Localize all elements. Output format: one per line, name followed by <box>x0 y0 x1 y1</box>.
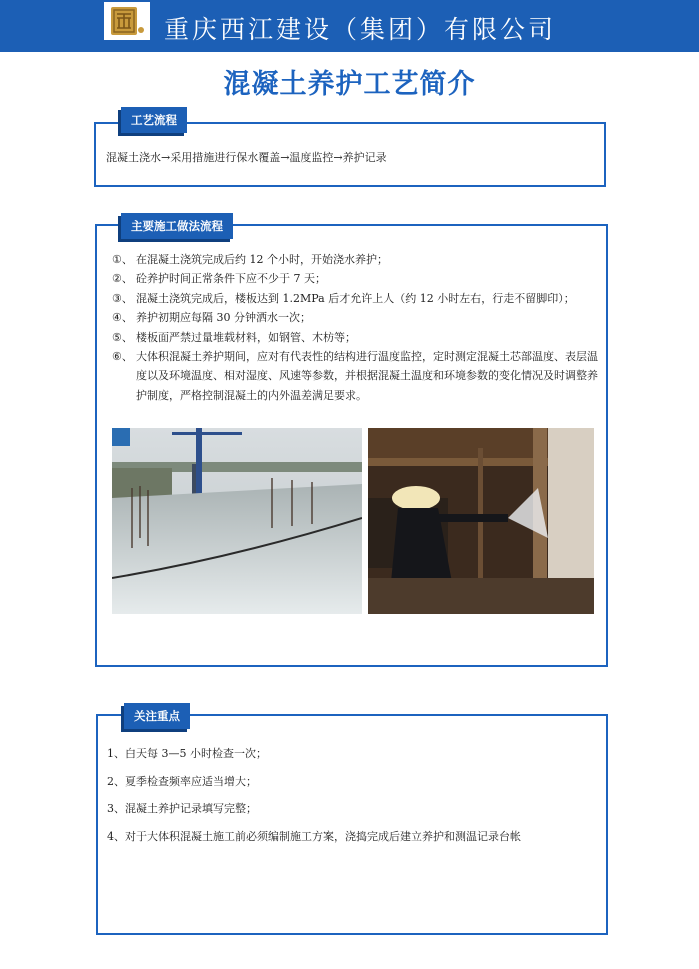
list-item <box>112 250 600 269</box>
list-item <box>112 328 600 347</box>
slab-curing-photo <box>112 428 362 614</box>
page-title: 混凝土养护工艺简介 <box>223 69 476 100</box>
header-bar <box>0 0 699 52</box>
list-item-text: 楼板面严禁过量堆载材料，如钢管、木枋等； <box>136 330 356 344</box>
process-flow-tag: 工艺流程 <box>121 107 187 133</box>
list-item-number: ⑤、 <box>112 330 133 344</box>
list-item: 3、混凝土养护记录填写完整； <box>107 802 257 815</box>
list-item-number: ④、 <box>112 311 133 325</box>
list-item <box>112 308 600 327</box>
key-points-list <box>107 745 597 855</box>
list-item-number: ②、 <box>112 272 133 286</box>
list-item <box>112 289 600 308</box>
worker-spraying-photo <box>368 428 594 614</box>
list-item-text: 大体积混凝土养护期间，应对有代表性的结构进行温度监控，定时测定混凝土芯部温度、表层温度以及环境温度、相对湿度、风速等参数，并根据混凝土温度和环境参数的变化情况及时调整养护制度，严格控制混凝土的内外温差满足要求。 <box>136 350 598 402</box>
company-name: 重庆西江建设（集团）有限公司 <box>164 15 557 44</box>
list-item-text: 在混凝土浇筑完成后约 12 个小时，开始浇水养护； <box>136 253 388 266</box>
list-item-text: 混凝土浇筑完成后，楼板达到 1.2MPa 后才允许上人（约 12 小时左右，行走不留脚印）； <box>136 291 575 305</box>
list-item-number: ③、 <box>112 291 133 305</box>
list-item <box>112 269 600 288</box>
list-item <box>112 347 600 405</box>
list-item: 2、夏季检查频率应适当增大； <box>107 774 257 788</box>
list-item-text: 养护初期应每隔 30 分钟洒水一次； <box>136 311 311 325</box>
process-flow-text: 混凝土浇水→采用措施进行保水覆盖→温度监控→养护记录 <box>106 151 387 164</box>
main-procedure-tag: 主要施工做法流程 <box>121 213 233 239</box>
list-item: 1、白天每 3—5 小时检查一次； <box>107 747 267 760</box>
list-item: 4、对于大体积混凝土施工前必须编制施工方案，浇捣完成后建立养护和测温记录台帐 <box>107 829 521 843</box>
key-points-tag: 关注重点 <box>124 703 190 729</box>
company-logo <box>104 2 150 40</box>
procedure-list <box>112 250 600 405</box>
list-item-number: ⑥、 <box>112 350 133 364</box>
list-item-text: 砼养护时间正常条件下应不少于 7 天； <box>136 272 326 286</box>
list-item-number: ①、 <box>112 253 133 266</box>
company-seal-logo-icon <box>107 4 147 38</box>
